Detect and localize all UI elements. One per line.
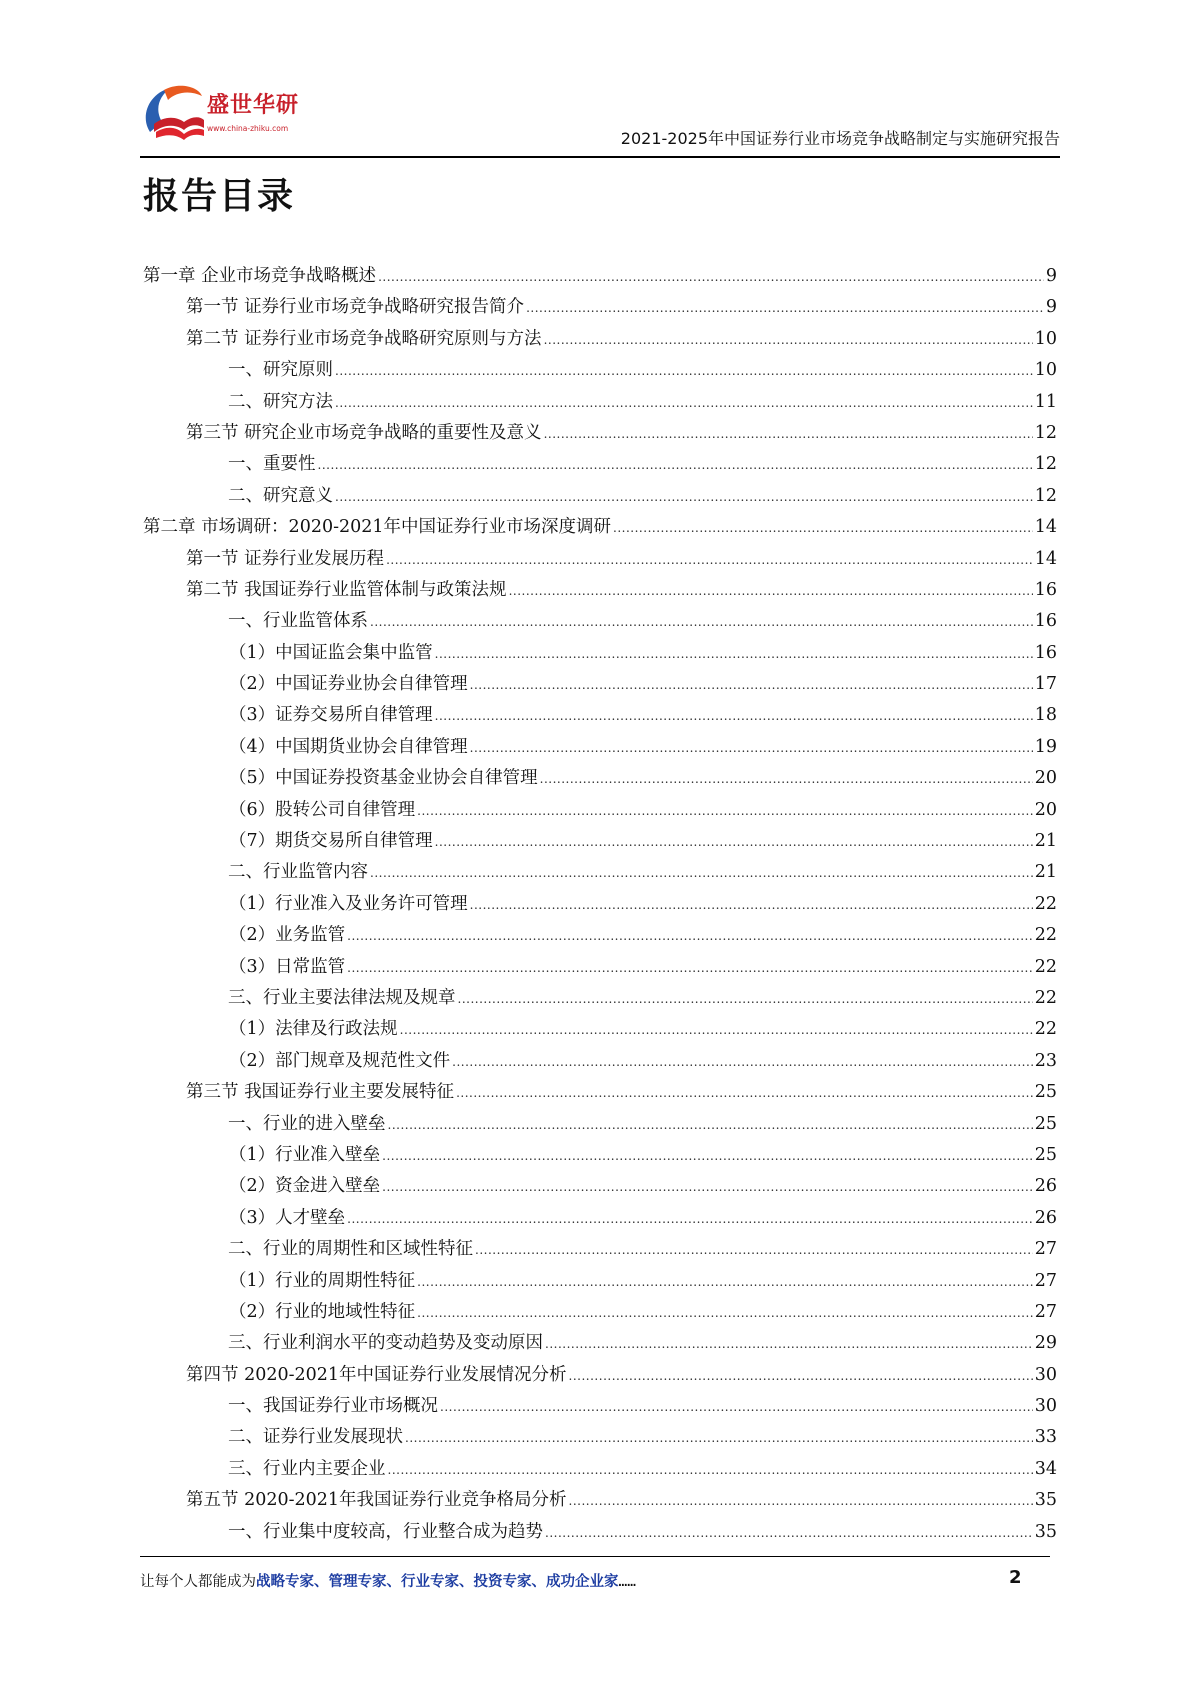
page-title: 报告目录 — [143, 176, 296, 217]
slogan-prefix: 让每个人都能成为 — [140, 1574, 256, 1590]
toc-entry[interactable] — [143, 1110, 1057, 1141]
toc-entry[interactable] — [143, 545, 1057, 576]
footer-divider — [140, 1556, 1050, 1557]
toc-dot-leader — [526, 297, 1044, 317]
toc-entry-label: （7）期货交易所自律管理 — [229, 831, 433, 852]
toc-entry[interactable] — [143, 1078, 1057, 1109]
toc-entry[interactable] — [143, 482, 1057, 513]
toc-entry-page: 12 — [1034, 422, 1057, 443]
toc-dot-leader — [370, 862, 1033, 882]
toc-entry-label: 第二节 我国证券行业监管体制与政策法规 — [186, 579, 507, 600]
toc-entry-label: 一、行业监管体系 — [228, 611, 368, 632]
toc-entry-page: 19 — [1034, 736, 1057, 757]
toc-entry[interactable] — [143, 639, 1057, 670]
toc-dot-leader — [335, 360, 1033, 380]
toc-entry-page: 9 — [1045, 297, 1057, 318]
toc-entry[interactable] — [143, 1015, 1057, 1046]
toc-entry-page: 12 — [1034, 454, 1057, 475]
toc-entry[interactable] — [143, 576, 1057, 607]
toc-entry[interactable] — [143, 827, 1057, 858]
toc-entry[interactable] — [143, 921, 1057, 952]
toc-entry-label: （3）日常监管 — [229, 956, 346, 977]
toc-dot-leader — [400, 1019, 1033, 1039]
toc-entry[interactable] — [143, 356, 1057, 387]
toc-dot-leader — [545, 1522, 1033, 1542]
toc-entry[interactable] — [143, 1455, 1057, 1486]
toc-dot-leader — [388, 1114, 1033, 1134]
toc-dot-leader — [613, 517, 1033, 537]
toc-entry-page: 10 — [1034, 328, 1057, 349]
toc-entry-page: 25 — [1034, 1082, 1057, 1103]
toc-entry-page: 16 — [1034, 611, 1057, 632]
toc-entry[interactable] — [143, 1392, 1057, 1423]
toc-entry-label: 第二节 证券行业市场竞争战略研究原则与方法 — [186, 328, 542, 349]
toc-entry-label: 第一节 证券行业市场竞争战略研究报告简介 — [186, 297, 525, 318]
toc-entry-label: 二、行业监管内容 — [228, 862, 368, 883]
toc-dot-leader — [435, 831, 1033, 851]
page-number: 2 — [1009, 1567, 1022, 1588]
toc-dot-leader — [470, 737, 1033, 757]
toc-entry-page: 25 — [1034, 1144, 1057, 1165]
toc-entry[interactable] — [143, 1204, 1057, 1235]
toc-entry-label: 一、行业的进入壁垒 — [228, 1113, 386, 1134]
toc-entry-page: 12 — [1034, 485, 1057, 506]
toc-dot-leader — [388, 1459, 1033, 1479]
toc-entry[interactable] — [143, 1486, 1057, 1517]
table-of-contents — [143, 262, 1057, 1549]
toc-entry[interactable] — [143, 325, 1057, 356]
toc-dot-leader — [470, 894, 1033, 914]
toc-entry-page: 16 — [1034, 579, 1057, 600]
toc-entry[interactable] — [143, 513, 1057, 544]
toc-entry-label: （4）中国期货业协会自律管理 — [229, 736, 468, 757]
toc-entry-page: 33 — [1034, 1427, 1057, 1448]
toc-entry[interactable] — [143, 1235, 1057, 1266]
toc-entry-page: 20 — [1034, 768, 1057, 789]
toc-entry[interactable] — [143, 1141, 1057, 1172]
toc-entry-label: （1）行业准入壁垒 — [229, 1144, 381, 1165]
toc-entry-label: 第四节 2020-2021年中国证券行业发展情况分析 — [186, 1364, 567, 1385]
toc-entry-label: 第五节 2020-2021年我国证券行业竞争格局分析 — [186, 1490, 567, 1511]
toc-entry-label: 二、证券行业发展现状 — [228, 1427, 403, 1448]
toc-dot-leader — [318, 454, 1033, 474]
toc-entry-page: 18 — [1034, 705, 1057, 726]
toc-entry-page: 35 — [1034, 1490, 1057, 1511]
toc-entry-label: 二、行业的周期性和区域性特征 — [228, 1239, 473, 1260]
toc-entry[interactable] — [143, 262, 1057, 293]
toc-entry-page: 22 — [1034, 893, 1057, 914]
toc-entry-page: 20 — [1034, 799, 1057, 820]
toc-dot-leader — [417, 1302, 1033, 1322]
toc-dot-leader — [452, 1051, 1033, 1071]
toc-dot-leader — [386, 549, 1033, 569]
toc-entry[interactable] — [143, 1047, 1057, 1078]
toc-entry-label: （3）证券交易所自律管理 — [229, 705, 433, 726]
toc-entry-page: 16 — [1034, 642, 1057, 663]
toc-entry-label: 二、研究方法 — [228, 391, 333, 412]
toc-dot-leader — [440, 1396, 1033, 1416]
toc-dot-leader — [540, 768, 1033, 788]
toc-entry-page: 17 — [1034, 674, 1057, 695]
toc-entry[interactable] — [143, 1172, 1057, 1203]
toc-entry-label: 三、行业内主要企业 — [228, 1458, 386, 1479]
toc-entry-page: 27 — [1034, 1301, 1057, 1322]
toc-entry-label: 第一节 证券行业发展历程 — [186, 548, 385, 569]
toc-entry[interactable] — [143, 1329, 1057, 1360]
header-divider — [140, 156, 1060, 158]
toc-entry-page: 14 — [1034, 517, 1057, 538]
toc-entry[interactable] — [143, 1518, 1057, 1549]
company-logo — [140, 82, 340, 148]
toc-entry-label: （1）行业准入及业务许可管理 — [229, 893, 468, 914]
toc-entry-page: 22 — [1034, 1019, 1057, 1040]
toc-dot-leader — [417, 1271, 1033, 1291]
toc-dot-leader — [544, 329, 1033, 349]
toc-entry[interactable] — [143, 670, 1057, 701]
page-header — [140, 82, 1060, 158]
toc-dot-leader — [569, 1365, 1033, 1385]
toc-entry[interactable] — [143, 796, 1057, 827]
toc-entry-page: 23 — [1034, 1050, 1057, 1071]
toc-dot-leader — [347, 925, 1033, 945]
toc-entry-label: 一、行业集中度较高，行业整合成为趋势 — [228, 1521, 543, 1542]
toc-entry-page: 9 — [1045, 266, 1057, 286]
toc-entry[interactable] — [143, 450, 1057, 481]
toc-dot-leader — [509, 580, 1033, 600]
toc-dot-leader — [370, 611, 1033, 631]
toc-entry-label: （2）中国证券业协会自律管理 — [229, 674, 468, 695]
toc-entry[interactable] — [143, 419, 1057, 450]
toc-entry-page: 27 — [1034, 1239, 1057, 1260]
toc-dot-leader — [470, 674, 1033, 694]
toc-dot-leader — [435, 643, 1033, 663]
toc-entry[interactable] — [143, 1267, 1057, 1298]
report-title: 2021-2025年中国证券行业市场竞争战略制定与实施研究报告 — [620, 129, 1060, 148]
toc-entry-page: 26 — [1034, 1176, 1057, 1197]
toc-entry-label: 一、重要性 — [228, 454, 316, 475]
toc-entry[interactable] — [143, 733, 1057, 764]
toc-entry-page: 21 — [1034, 831, 1057, 852]
toc-entry-page: 27 — [1034, 1270, 1057, 1291]
toc-entry-label: （6）股转公司自律管理 — [229, 799, 416, 820]
toc-entry-label: 一、研究原则 — [228, 360, 333, 381]
toc-entry-page: 35 — [1034, 1521, 1057, 1542]
toc-entry-label: 三、行业主要法律法规及规章 — [228, 987, 456, 1008]
toc-entry[interactable] — [143, 293, 1057, 324]
logo-url: www.china-zhiku.com — [207, 124, 289, 133]
toc-dot-leader — [435, 705, 1033, 725]
toc-entry-label: （2）资金进入壁垒 — [229, 1176, 381, 1197]
toc-dot-leader — [544, 423, 1033, 443]
toc-entry-label: （1）行业的周期性特征 — [229, 1270, 416, 1291]
toc-entry-label: （2）行业的地域性特征 — [229, 1301, 416, 1322]
slogan-emphasis: 战略专家、管理专家、行业专家、投资专家、成功企业家 — [256, 1574, 619, 1590]
toc-entry-label: （1）中国证监会集中监管 — [229, 642, 433, 663]
toc-entry-page: 25 — [1034, 1113, 1057, 1134]
toc-entry-page: 11 — [1034, 391, 1057, 412]
toc-dot-leader — [475, 1239, 1033, 1259]
toc-dot-leader — [335, 486, 1033, 506]
toc-entry[interactable] — [143, 764, 1057, 795]
toc-entry-label: 二、研究意义 — [228, 485, 333, 506]
toc-dot-leader — [378, 266, 1044, 286]
toc-dot-leader — [417, 800, 1033, 820]
toc-entry[interactable] — [143, 858, 1057, 889]
toc-dot-leader — [405, 1427, 1033, 1447]
toc-entry[interactable] — [143, 607, 1057, 638]
book-swoosh-logo-icon — [140, 82, 206, 144]
toc-entry[interactable] — [143, 1361, 1057, 1392]
toc-entry[interactable] — [143, 890, 1057, 921]
toc-dot-leader — [335, 392, 1033, 412]
toc-entry[interactable] — [143, 1423, 1057, 1454]
toc-entry-label: （3）人才壁垒 — [229, 1207, 346, 1228]
toc-entry-label: 第一章 企业市场竞争战略概述 — [143, 266, 377, 286]
toc-entry-label: （1）法律及行政法规 — [229, 1019, 398, 1040]
toc-entry[interactable] — [143, 388, 1057, 419]
logo-brand-name: 盛世华研 — [207, 93, 300, 118]
toc-dot-leader — [545, 1333, 1033, 1353]
toc-entry-page: 30 — [1034, 1364, 1057, 1385]
toc-entry-label: （5）中国证券投资基金业协会自律管理 — [229, 768, 538, 789]
toc-entry-page: 22 — [1034, 925, 1057, 946]
toc-entry-label: （2）业务监管 — [229, 925, 346, 946]
slogan-suffix: …… — [618, 1574, 636, 1590]
toc-entry-label: 三、行业利润水平的变动趋势及变动原因 — [228, 1333, 543, 1354]
toc-entry-label: 第三节 我国证券行业主要发展特征 — [186, 1082, 455, 1103]
toc-entry-page: 10 — [1034, 360, 1057, 381]
toc-dot-leader — [458, 988, 1033, 1008]
toc-entry-page: 14 — [1034, 548, 1057, 569]
toc-dot-leader — [456, 1082, 1033, 1102]
toc-dot-leader — [569, 1490, 1033, 1510]
toc-dot-leader — [382, 1145, 1033, 1165]
toc-dot-leader — [382, 1176, 1033, 1196]
toc-entry-label: 第二章 市场调研：2020-2021年中国证券行业市场深度调研 — [143, 517, 612, 538]
toc-entry-page: 22 — [1034, 987, 1057, 1008]
toc-entry-label: 一、我国证券行业市场概况 — [228, 1396, 438, 1417]
toc-entry-label: 第三节 研究企业市场竞争战略的重要性及意义 — [186, 422, 542, 443]
toc-entry-page: 22 — [1034, 956, 1057, 977]
toc-entry-page: 29 — [1034, 1333, 1057, 1354]
toc-entry-page: 34 — [1034, 1458, 1057, 1479]
footer-slogan — [140, 1570, 636, 1591]
toc-entry[interactable] — [143, 953, 1057, 984]
toc-entry-page: 21 — [1034, 862, 1057, 883]
toc-dot-leader — [347, 957, 1033, 977]
toc-entry-page: 30 — [1034, 1396, 1057, 1417]
toc-entry[interactable] — [143, 1298, 1057, 1329]
toc-entry[interactable] — [143, 701, 1057, 732]
toc-entry-page: 26 — [1034, 1207, 1057, 1228]
toc-dot-leader — [347, 1208, 1033, 1228]
toc-entry[interactable] — [143, 984, 1057, 1015]
toc-entry-label: （2）部门规章及规范性文件 — [229, 1050, 451, 1071]
